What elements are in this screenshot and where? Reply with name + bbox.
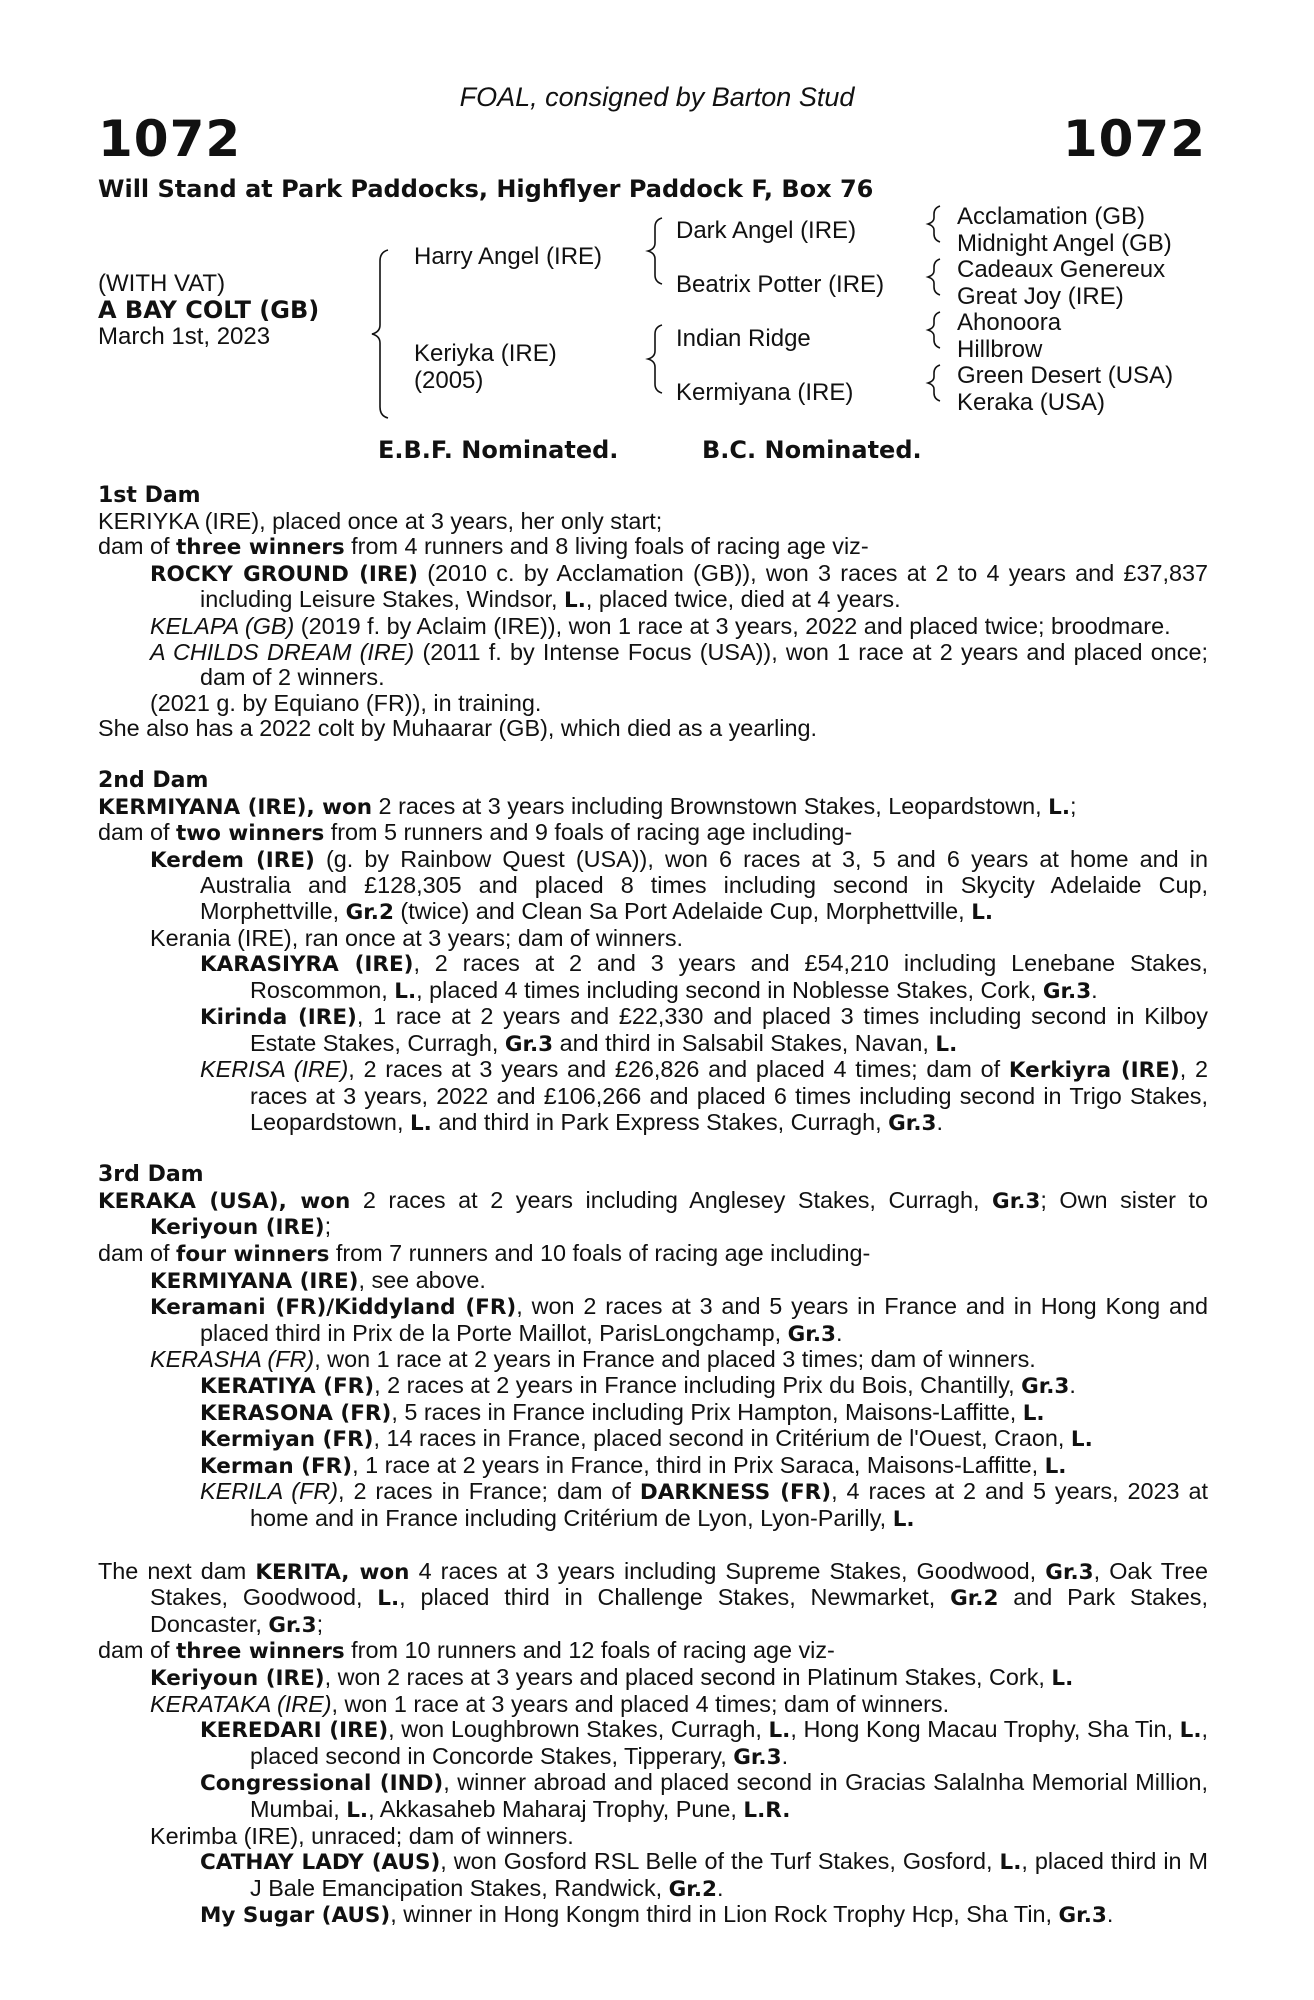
lot-number-right: 1072 [1062,110,1206,168]
bracket-dam [648,325,662,393]
dam-sire: Indian Ridge [676,325,811,352]
grandprogeny-entry: KERILA (FR), 2 races in France; dam of DARKNESS (FR), 4 races at 2 and 5 years, 2023 at home and in France including Critérium de Lyon, Lyon-Parilly, L. [200,1478,1209,1532]
ancestor-4: Great Joy (IRE) [957,283,1124,310]
ancestor-2: Midnight Angel (GB) [957,230,1172,257]
progeny-entry: ROCKY GROUND (IRE) (2010 c. by Acclamation (GB)), won 3 races at 2 to 4 years and £37,837 including Leisure Stakes, Windsor, L., placed twice, died at 4 years. [150,559,1208,614]
progeny-entry: Keramani (FR)/Kiddyland (FR), won 2 races at 3 and 5 years in France and in Hong Kong and placed third in Prix de la Porte Maillot, ParisLongchamp, Gr.3. [150,1293,1209,1347]
third-dam-line: KERAKA (USA), won 2 races at 2 years including Anglesey Stakes, Curragh, Gr.3; Own sister to Keriyoun (IRE); [98,1186,1209,1241]
progeny-entry: Kerimba (IRE), unraced; dam of winners. [150,1822,574,1849]
consignor-line: FOAL, consigned by Barton Stud [459,82,855,112]
grandprogeny-entry: Congressional (IND), winner abroad and placed second in Gracias Salalnha Memorial Million, Mumbai, L., Akkasaheb Maharaj Trophy, Pune, L.R. [200,1769,1208,1823]
progeny-entry: (2021 g. by Equiano (FR)), in training. [150,689,542,716]
dam-year: (2005) [414,367,484,394]
dam: Keriyka (IRE) [414,340,557,367]
second-dam-record: dam of two winners from 5 runners and 9 foals of racing age including- [98,819,853,847]
stabling-location: Will Stand at Park Paddocks, Highflyer Paddock F, Box 76 [98,175,874,203]
bc-nomination: B.C. Nominated. [702,436,922,464]
bracket-sire [648,218,662,284]
third-dam-heading: 3rd Dam [98,1162,204,1188]
second-dam-line: KERMIYANA (IRE), won 2 races at 3 years including Brownstown Stakes, Leopardstown, L.; [98,792,1077,820]
bracket-g1 [928,206,940,242]
bracket-g4 [928,365,940,401]
progeny-entry: A CHILDS DREAM (IRE) (2011 f. by Intense Focus (USA)), won 1 race at 2 years and placed once; dam of 2 winners. [150,638,1208,691]
next-dam-line: The next dam KERITA, won 4 races at 3 years including Supreme Stakes, Goodwood, Gr.3, Oak Tree Stakes, Goodwood, L., placed third in Challenge Stakes, Newmarket, Gr.2 and Park Stakes, Doncaster, Gr.3; [98,1557,1209,1638]
lot-number-left: 1072 [98,110,242,168]
progeny-entry: KERASHA (FR), won 1 race at 2 years in France and placed 3 times; dam of winners. [150,1346,1036,1373]
grandprogeny-entry: KEREDARI (IRE), won Loughbrown Stakes, Curragh, L., Hong Kong Macau Trophy, Sha Tin, L., placed second in Concorde Stakes, Tipperary, Gr.3. [200,1716,1208,1770]
progeny-entry: Kerania (IRE), ran once at 3 years; dam of winners. [150,924,684,951]
first-dam-heading: 1st Dam [98,483,201,508]
progeny-entry: Keriyoun (IRE), won 2 races at 3 years and placed second in Platinum Stakes, Cork, L. [150,1663,1074,1691]
ancestor-6: Hillbrow [957,336,1043,363]
progeny-entry: KERATAKA (IRE), won 1 race at 3 years and placed 4 times; dam of winners. [150,1690,950,1717]
second-dam-heading: 2nd Dam [98,767,209,793]
ancestor-7: Green Desert (USA) [957,362,1174,389]
grandprogeny-entry: KERISA (IRE), 2 races at 3 years and £26,826 and placed 4 times; dam of Kerkiyra (IRE), 2 races at 3 years, 2022 and £106,266 and placed 6 times including second in Trigo Stakes, Leopardstown, L. and third in Park Express Stakes, Curragh, Gr.3. [200,1056,1209,1136]
sire-sire: Dark Angel (IRE) [676,217,857,244]
next-dam-record: dam of three winners from 10 runners and 12 foals of racing age viz- [98,1637,835,1665]
sire: Harry Angel (IRE) [414,243,603,270]
ebf-nomination: E.B.F. Nominated. [378,436,619,464]
progeny-entry: Kerdem (IRE) (g. by Rainbow Quest (USA)), won 6 races at 3, 5 and 6 years at home and in Australia and £128,305 and placed 8 times including second in Skycity Adelaide Cup, Morphettville, Gr.2 (twice) and Clean Sa Port Adelaide Cup, Morphettville, L. [150,845,1208,925]
grandprogeny-entry: KARASIYRA (IRE), 2 races at 2 and 3 years and £54,210 including Lenebane Stakes, Roscommon, L., placed 4 times including second in Noblesse Stakes, Cork, Gr.3. [200,950,1209,1004]
grandprogeny-entry: KERASONA (FR), 5 races in France including Prix Hampton, Maisons-Laffitte, L. [200,1398,1045,1426]
vat-note: (WITH VAT) [98,270,226,297]
foaling-date: March 1st, 2023 [98,323,271,350]
grandprogeny-entry: My Sugar (AUS), winner in Hong Kongm third in Lion Rock Trophy Hcp, Sha Tin, Gr.3. [200,1901,1114,1929]
bracket-main [372,250,388,418]
ancestor-1: Acclamation (GB) [957,203,1146,230]
grandprogeny-entry: KERATIYA (FR), 2 races at 2 years in France including Prix du Bois, Chantilly, Gr.3. [200,1372,1076,1399]
ancestor-3: Cadeaux Genereux [957,256,1166,283]
grandprogeny-entry: Kermiyan (FR), 14 races in France, placed second in Critérium de l'Ouest, Craon, L. [200,1425,1093,1453]
produce-record [98,483,1208,1929]
progeny-entry: KELAPA (GB) (2019 f. by Aclaim (IRE)), won 1 race at 3 years, 2022 and placed twice; broodmare. [150,612,1171,639]
progeny-entry: KERMIYANA (IRE), see above. [150,1266,486,1294]
bracket-g2 [928,259,940,295]
grandprogeny-entry: Kirinda (IRE), 1 race at 2 years and £22,330 and placed 3 times including second in Kilboy Estate Stakes, Curragh, Gr.3 and third in Salsabil Stakes, Navan, L. [200,1003,1208,1057]
horse-name: A BAY COLT (GB) [98,296,320,324]
grandprogeny-entry: CATHAY LADY (AUS), won Gosford RSL Belle of the Turf Stakes, Gosford, L., placed third in M J Bale Emancipation Stakes, Randwick, Gr.2. [200,1848,1208,1902]
sire-dam: Beatrix Potter (IRE) [676,271,885,298]
ancestor-5: Ahonoora [957,309,1062,336]
first-dam-record: dam of three winners from 4 runners and 8 living foals of racing age viz- [98,533,869,561]
pedigree-table [0,195,1314,425]
third-dam-record: dam of four winners from 7 runners and 10 foals of racing age including- [98,1240,871,1268]
ancestor-8: Keraka (USA) [957,389,1106,416]
grandprogeny-entry: Kerman (FR), 1 race at 2 years in France, third in Prix Saraca, Maisons-Laffitte, L. [200,1451,1067,1479]
first-dam-line: KERIYKA (IRE), placed once at 3 years, her only start; [98,507,663,534]
bracket-g3 [928,312,940,348]
dam-dam: Kermiyana (IRE) [676,379,854,406]
first-dam-note: She also has a 2022 colt by Muhaarar (GB), which died as a yearling. [98,715,817,742]
